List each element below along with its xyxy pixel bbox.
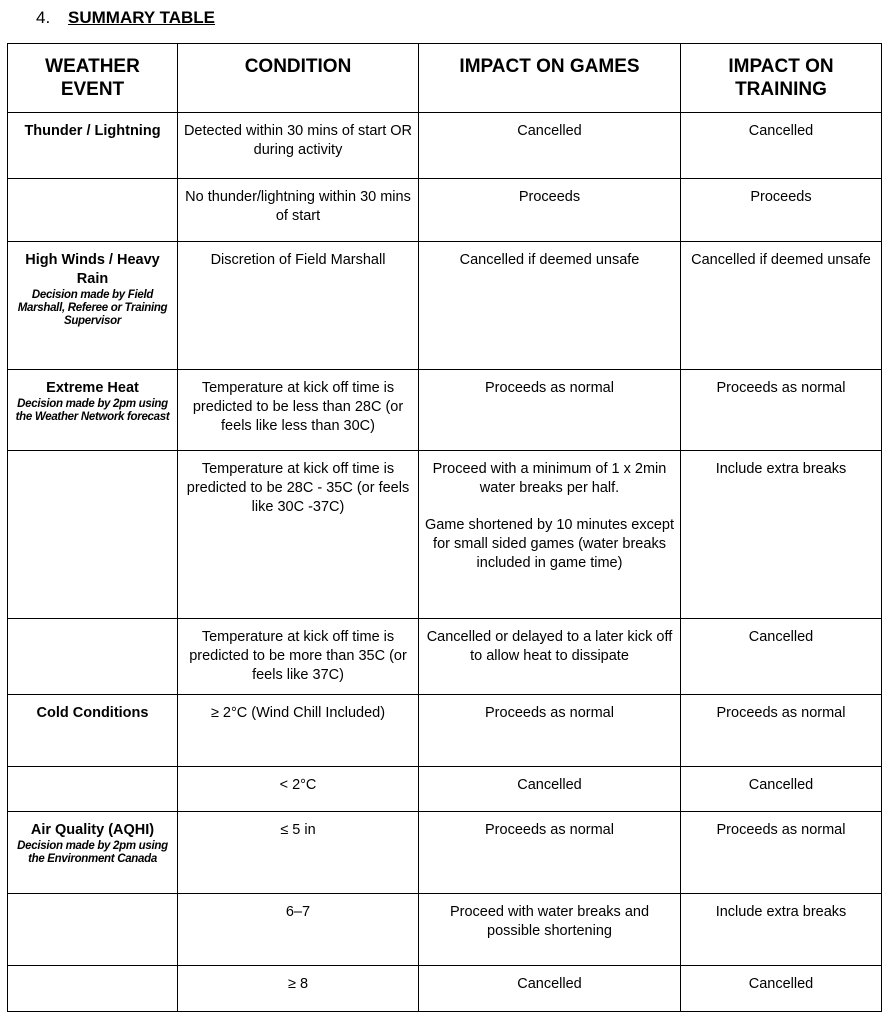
- section-number: 4.: [36, 8, 51, 27]
- games-impact-cell: Cancelled if deemed unsafe: [419, 242, 681, 370]
- condition-cell: Discretion of Field Marshall: [178, 242, 419, 370]
- event-cell: [8, 695, 178, 767]
- training-impact-cell: Include extra breaks: [681, 451, 882, 619]
- table-row: [8, 242, 882, 370]
- training-impact-cell: Proceeds as normal: [681, 695, 882, 767]
- header-impact-games: IMPACT ON GAMES: [419, 44, 681, 113]
- section-heading: [36, 8, 215, 28]
- training-impact-cell: Cancelled: [681, 767, 882, 812]
- event-cell: [8, 619, 178, 695]
- event-cell: [8, 894, 178, 966]
- table-row: [8, 451, 882, 619]
- games-impact-cell: Cancelled: [419, 113, 681, 179]
- training-impact-cell: Proceeds as normal: [681, 812, 882, 894]
- summary-table: [7, 43, 882, 1012]
- training-impact-cell: Include extra breaks: [681, 894, 882, 966]
- condition-cell: < 2°C: [178, 767, 419, 812]
- table-row: [8, 894, 882, 966]
- training-impact-cell: Cancelled: [681, 113, 882, 179]
- header-weather-event: WEATHER EVENT: [8, 44, 178, 113]
- table-row: [8, 619, 882, 695]
- games-impact-cell: Cancelled: [419, 966, 681, 1012]
- games-impact-cell: Cancelled: [419, 767, 681, 812]
- event-cell: [8, 451, 178, 619]
- games-impact-cell: Proceeds: [419, 179, 681, 242]
- table-row: [8, 113, 882, 179]
- games-impact-cell: Proceeds as normal: [419, 695, 681, 767]
- games-impact-cell: Proceed with water breaks and possible shortening: [419, 894, 681, 966]
- condition-cell: ≥ 2°C (Wind Chill Included): [178, 695, 419, 767]
- condition-cell: Temperature at kick off time is predicted to be 28C - 35C (or feels like 30C -37C): [178, 451, 419, 619]
- table-row: [8, 370, 882, 451]
- table-row: [8, 695, 882, 767]
- training-impact-cell: Cancelled: [681, 966, 882, 1012]
- event-cell: [8, 179, 178, 242]
- section-title: SUMMARY TABLE: [68, 8, 216, 27]
- training-impact-cell: Proceeds as normal: [681, 370, 882, 451]
- condition-cell: No thunder/lightning within 30 mins of start: [178, 179, 419, 242]
- condition-cell: ≤ 5 in: [178, 812, 419, 894]
- training-impact-cell: Proceeds: [681, 179, 882, 242]
- table-row: [8, 767, 882, 812]
- condition-cell: Detected within 30 mins of start OR during activity: [178, 113, 419, 179]
- header-impact-training: IMPACT ON TRAINING: [681, 44, 882, 113]
- table-row: [8, 966, 882, 1012]
- event-cell: [8, 370, 178, 451]
- condition-cell: Temperature at kick off time is predicted to be more than 35C (or feels like 37C): [178, 619, 419, 695]
- paragraph-gap: [423, 498, 676, 516]
- training-impact-cell: Cancelled if deemed unsafe: [681, 242, 882, 370]
- header-condition: CONDITION: [178, 44, 419, 113]
- header-row: [8, 44, 882, 113]
- training-impact-cell: Cancelled: [681, 619, 882, 695]
- table-row: [8, 179, 882, 242]
- event-name: Air Quality (AQHI): [30, 822, 155, 838]
- games-impact-cell: [419, 451, 681, 619]
- table-row: [8, 812, 882, 894]
- games-impact-extra-text: Game shortened by 10 minutes except for small sided games (water breaks included in game time): [424, 517, 675, 571]
- event-cell: [8, 767, 178, 812]
- event-name: Thunder / Lightning: [24, 123, 161, 139]
- games-impact-cell: Proceeds as normal: [419, 812, 681, 894]
- event-cell: [8, 966, 178, 1012]
- event-cell: [8, 812, 178, 894]
- event-note: Decision made by Field Marshall, Referee or Training Supervisor: [17, 289, 168, 327]
- event-name: Cold Conditions: [36, 705, 149, 721]
- games-impact-cell: Cancelled or delayed to a later kick off to allow heat to dissipate: [419, 619, 681, 695]
- event-note: Decision made by 2pm using the Weather Network forecast: [15, 398, 170, 423]
- condition-cell: 6–7: [178, 894, 419, 966]
- condition-cell: Temperature at kick off time is predicted to be less than 28C (or feels like less than 30C): [178, 370, 419, 451]
- event-cell: [8, 113, 178, 179]
- event-name: High Winds / Heavy Rain: [25, 252, 160, 287]
- condition-cell: ≥ 8: [178, 966, 419, 1012]
- event-note: Decision made by 2pm using the Environment Canada: [17, 840, 168, 865]
- games-impact-text: Proceed with a minimum of 1 x 2min water breaks per half.: [432, 461, 667, 496]
- event-cell: [8, 242, 178, 370]
- games-impact-cell: Proceeds as normal: [419, 370, 681, 451]
- event-name: Extreme Heat: [46, 380, 139, 396]
